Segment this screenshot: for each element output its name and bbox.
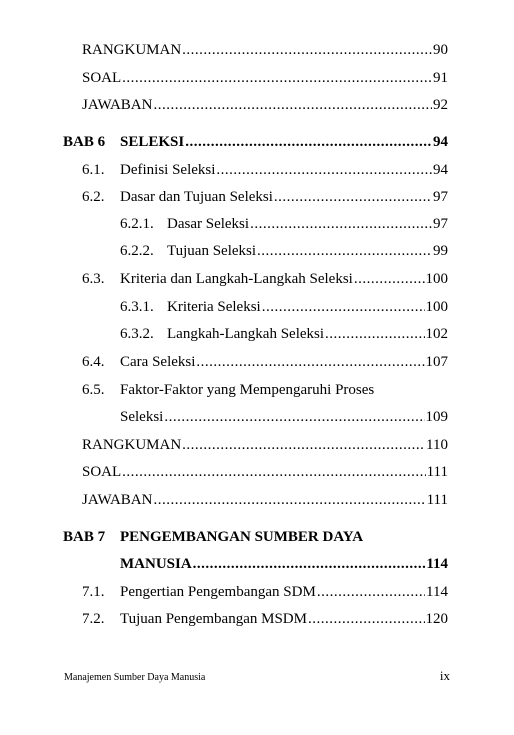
dot-leader bbox=[193, 553, 426, 575]
dot-leader bbox=[182, 434, 425, 456]
dot-leader bbox=[262, 296, 425, 318]
dot-leader bbox=[182, 39, 432, 61]
toc-chapter-7-title-line1[interactable]: PENGEMBANGAN SUMBER DAYA bbox=[120, 529, 364, 545]
dot-leader bbox=[274, 186, 432, 208]
dot-leader bbox=[250, 213, 432, 235]
page-footer bbox=[64, 668, 450, 684]
toc-entry-6-3-1[interactable]: 6.3.1. Kriteria Seleksi ..... 100 bbox=[120, 296, 448, 318]
toc-entry-soal-6[interactable]: SOAL ..... 111 bbox=[82, 461, 448, 483]
toc-chapter-7[interactable]: MANUSIA ..... 114 bbox=[120, 553, 448, 575]
toc-entry-7-1[interactable]: 7.1. Pengertian Pengembangan SDM ..... 114 bbox=[82, 581, 448, 603]
toc-entry-jawaban-5[interactable]: JAWABAN ..... 92 bbox=[82, 94, 448, 116]
dot-leader bbox=[216, 159, 432, 181]
toc-entry-rangkuman-6[interactable]: RANGKUMAN ..... 110 bbox=[82, 434, 448, 456]
footer-page-number: ix bbox=[439, 668, 450, 683]
dot-leader bbox=[317, 581, 425, 603]
toc-entry-6-2-1[interactable]: 6.2.1. Dasar Seleksi ..... 97 bbox=[120, 213, 448, 235]
toc-entry-rangkuman-5[interactable]: RANGKUMAN ..... 90 bbox=[82, 39, 448, 61]
toc-entry-6-2-2[interactable]: 6.2.2. Tujuan Seleksi ..... 99 bbox=[120, 240, 448, 262]
toc-entry-6-1[interactable]: 6.1. Definisi Seleksi ..... 94 bbox=[82, 159, 448, 181]
toc-entry-soal-5[interactable]: SOAL ..... 91 bbox=[82, 67, 448, 89]
toc-entry-6-5-number: 6.5. bbox=[82, 382, 105, 398]
toc-chapter-7-number: BAB 7 bbox=[63, 529, 106, 545]
dot-leader bbox=[153, 94, 432, 116]
toc-entry-jawaban-6[interactable]: JAWABAN ..... 111 bbox=[82, 489, 448, 511]
dot-leader bbox=[354, 268, 425, 290]
toc-entry-6-5[interactable]: Seleksi ..... 109 bbox=[120, 406, 448, 428]
dot-leader bbox=[153, 489, 425, 511]
dot-leader bbox=[122, 461, 425, 483]
toc-entry-6-3[interactable]: 6.3. Kriteria dan Langkah-Langkah Seleksi ..... 100 bbox=[82, 268, 448, 290]
toc-chapter-6[interactable]: BAB 6 SELEKSI ..... 94 bbox=[63, 131, 448, 153]
dot-leader bbox=[308, 608, 425, 630]
dot-leader bbox=[122, 67, 432, 89]
toc-entry-6-3-2[interactable]: 6.3.2. Langkah-Langkah Seleksi ..... 102 bbox=[120, 323, 448, 345]
toc-entry-7-2[interactable]: 7.2. Tujuan Pengembangan MSDM ..... 120 bbox=[82, 608, 448, 630]
toc-entry-6-5-title-line1[interactable]: Faktor-Faktor yang Mempengaruhi Proses bbox=[120, 382, 375, 398]
dot-leader bbox=[325, 323, 424, 345]
dot-leader bbox=[185, 131, 432, 153]
dot-leader bbox=[164, 406, 424, 428]
toc-entry-6-2[interactable]: 6.2. Dasar dan Tujuan Seleksi ..... 97 bbox=[82, 186, 448, 208]
dot-leader bbox=[257, 240, 432, 262]
toc-entry-6-4[interactable]: 6.4. Cara Seleksi ..... 107 bbox=[82, 351, 448, 373]
footer-book-title: Manajemen Sumber Daya Manusia bbox=[64, 672, 206, 683]
dot-leader bbox=[196, 351, 424, 373]
